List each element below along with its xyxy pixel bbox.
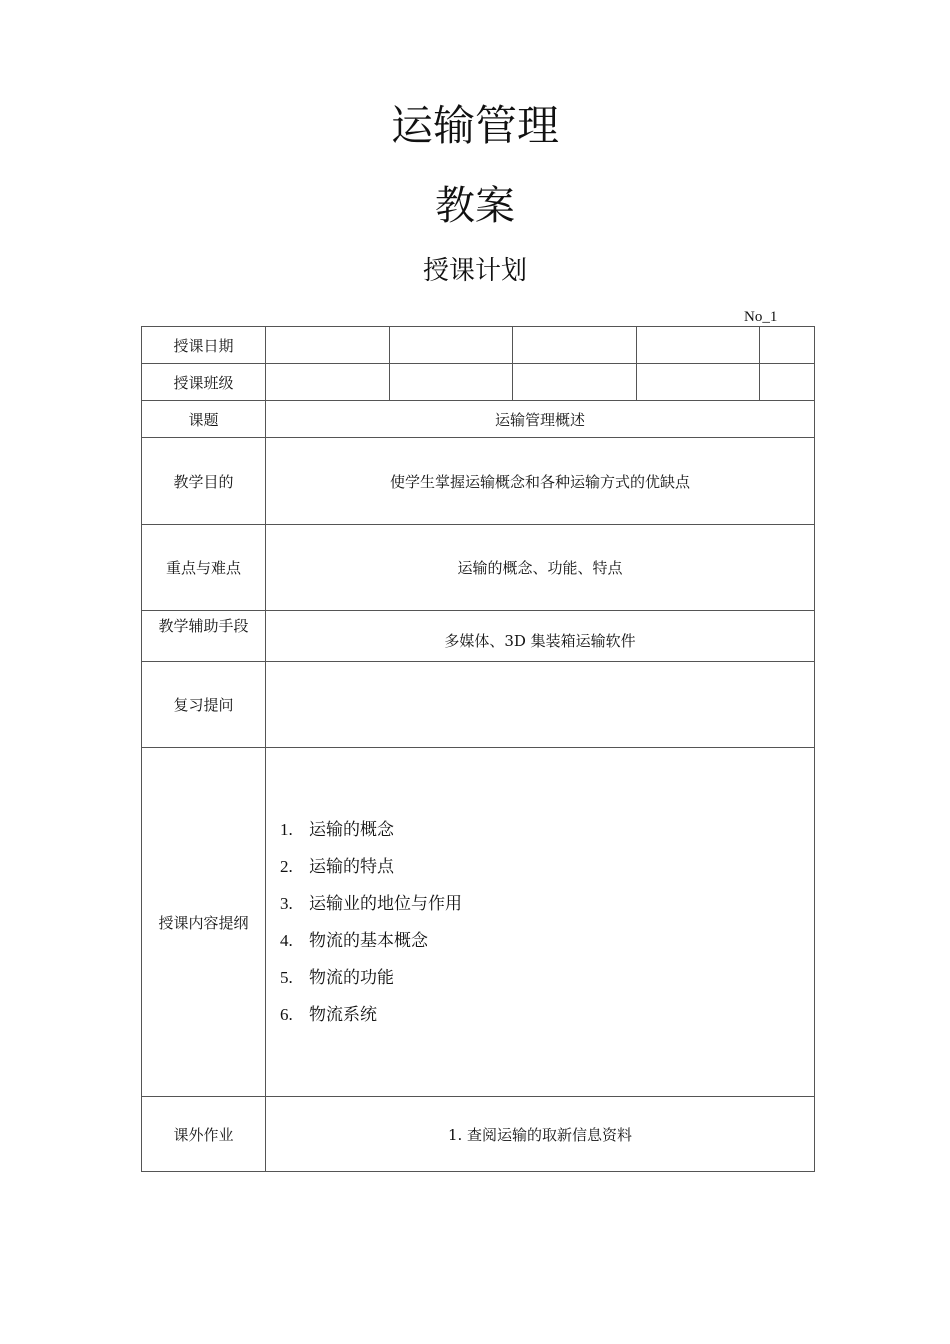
- date-cell: [513, 327, 637, 364]
- class-cell: [266, 364, 390, 401]
- outline-item-number: 2.: [280, 857, 293, 876]
- keypoints-value: 运输的概念、功能、特点: [266, 525, 815, 611]
- outline-item-number: 3.: [280, 894, 293, 913]
- document-subtitle: 教案: [435, 183, 515, 229]
- outline-row: [142, 748, 815, 1097]
- outline-item-number: 5.: [280, 968, 293, 987]
- date-row: [142, 327, 815, 364]
- topic-value: 运输管理概述: [266, 401, 815, 438]
- outline-item-text: 运输的概念: [309, 820, 394, 840]
- class-cell: [513, 364, 637, 401]
- class-cell: [390, 364, 513, 401]
- review-value: [266, 662, 815, 748]
- lesson-plan-table: [141, 326, 815, 1172]
- keypoints-label: 重点与难点: [142, 525, 266, 611]
- plan-heading: 授课计划: [422, 256, 527, 286]
- outline-item-number: 4.: [280, 931, 293, 950]
- outline-item-text: 运输的特点: [309, 857, 394, 877]
- objective-label: 教学目的: [142, 438, 266, 525]
- outline-label: 授课内容提纲: [142, 748, 266, 1097]
- outline-item: [280, 959, 814, 996]
- class-cell: [637, 364, 760, 401]
- outline-item-text: 物流系统: [309, 1005, 377, 1025]
- objective-value: 使学生掌握运输概念和各种运输方式的优缺点: [266, 438, 815, 525]
- class-label: 授课班级: [142, 364, 266, 401]
- document-title: 运输管理: [390, 101, 559, 150]
- outline-item: [280, 811, 814, 848]
- date-cell: [390, 327, 513, 364]
- objective-row: [142, 438, 815, 525]
- homework-row: [142, 1097, 815, 1172]
- date-cell: [266, 327, 390, 364]
- outline-item-number: 1.: [280, 820, 293, 839]
- outline-item: [280, 848, 814, 885]
- outline-item-text: 运输业的地位与作用: [309, 894, 462, 914]
- homework-value: 1. 查阅运输的取新信息资料: [266, 1097, 815, 1172]
- date-cell: [760, 327, 815, 364]
- review-label: 复习提问: [142, 662, 266, 748]
- outline-item-text: 物流的功能: [309, 968, 394, 988]
- aids-label: 教学辅助手段: [142, 611, 266, 662]
- outline-cell: [266, 748, 815, 1097]
- class-cell: [760, 364, 815, 401]
- class-row: [142, 364, 815, 401]
- document-number: No_1: [744, 309, 778, 325]
- keypoints-row: [142, 525, 815, 611]
- topic-row: [142, 401, 815, 438]
- outline-item: [280, 885, 814, 922]
- outline-item: [280, 922, 814, 959]
- date-cell: [637, 327, 760, 364]
- date-label: 授课日期: [142, 327, 266, 364]
- outline-item-text: 物流的基本概念: [309, 931, 428, 951]
- homework-label: 课外作业: [142, 1097, 266, 1172]
- outline-item: [280, 996, 814, 1033]
- outline-list: [280, 811, 814, 1033]
- topic-label: 课题: [142, 401, 266, 438]
- aids-value: 多媒体、3D 集装箱运输软件: [266, 611, 815, 662]
- aids-row: [142, 611, 815, 662]
- outline-item-number: 6.: [280, 1005, 293, 1024]
- review-row: [142, 662, 815, 748]
